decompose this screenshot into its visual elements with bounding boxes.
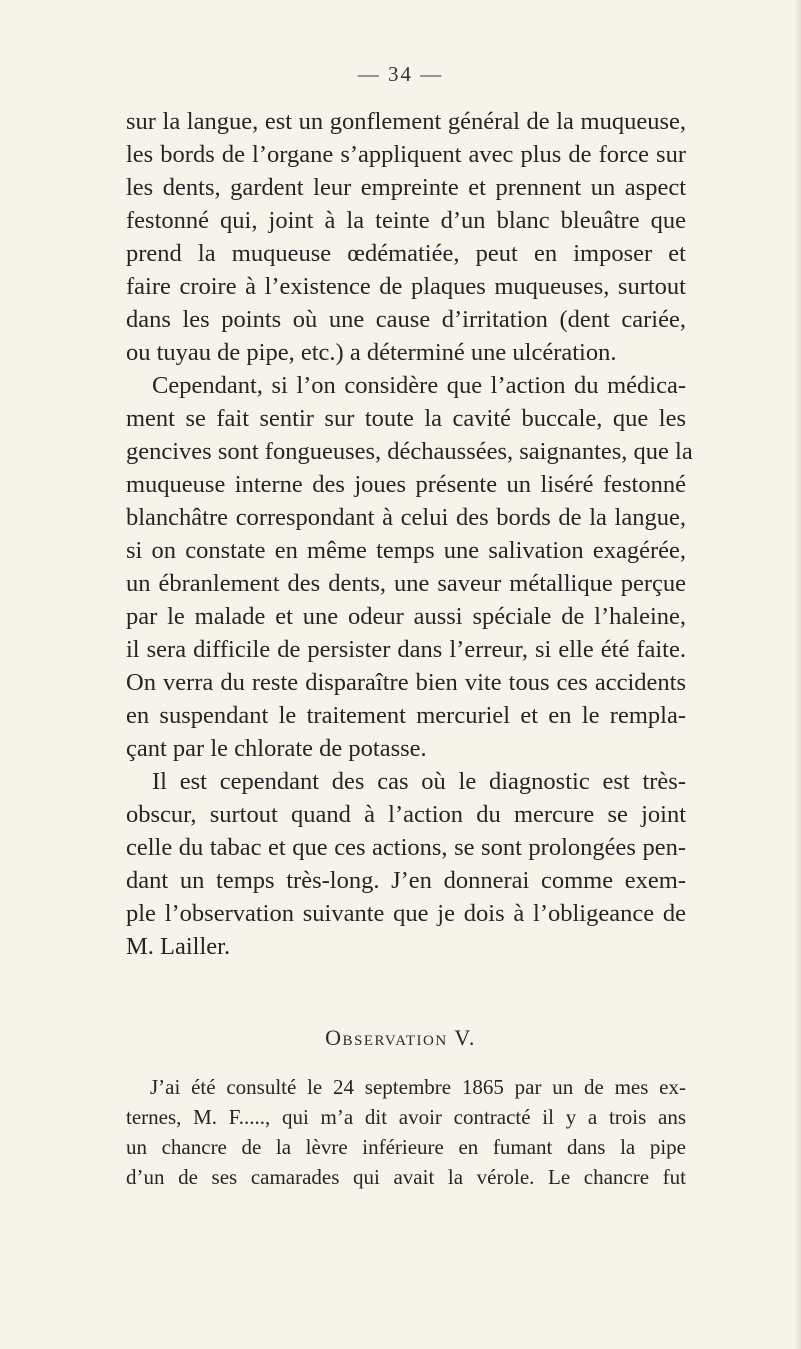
text-line: d’un de ses camarades qui avait la vérole. Le chancre fut <box>126 1165 686 1189</box>
text-line: ple l’observation suivante que je dois à l’obligeance de <box>126 900 686 927</box>
page-number: — 34 — <box>357 62 444 86</box>
page-edge-shadow <box>794 0 801 1349</box>
text-line: un ébranlement des dents, une saveur métallique perçue <box>126 570 686 597</box>
text-line: M. Lailler. <box>126 933 231 960</box>
observation-heading: Observation V. <box>325 1025 476 1050</box>
text-line: il sera difficile de persister dans l’erreur, si elle été faite. <box>126 636 686 663</box>
text-line: festonné qui, joint à la teinte d’un blanc bleuâtre que <box>126 207 686 234</box>
text-line: ternes, M. F....., qui m’a dit avoir contracté il y a trois ans <box>126 1105 686 1129</box>
observation-paragraph <box>126 1072 686 1192</box>
text-line: ment se fait sentir sur toute la cavité buccale, que les <box>126 405 686 432</box>
text-line: faire croire à l’existence de plaques muqueuses, surtout <box>126 273 686 300</box>
text-line-indented: Il est cependant des cas où le diagnostic est très- <box>152 768 686 795</box>
text-line: un chancre de la lèvre inférieure en fumant dans la pipe <box>126 1135 686 1159</box>
main-paragraphs <box>126 105 693 963</box>
text-line-indented: J’ai été consulté le 24 septembre 1865 par un de mes ex- <box>150 1075 686 1099</box>
text-line: muqueuse interne des joues présente un liséré festonné <box>126 471 686 498</box>
text-line: prend la muqueuse œdématiée, peut en imposer et <box>126 240 686 267</box>
text-line: On verra du reste disparaître bien vite tous ces accidents <box>126 669 686 696</box>
text-line: les dents, gardent leur empreinte et prennent un aspect <box>126 174 686 201</box>
text-line: çant par le chlorate de potasse. <box>126 735 427 762</box>
text-line-indented: Cependant, si l’on considère que l’action du médica- <box>152 372 686 399</box>
text-line: gencives sont fongueuses, déchaussées, saignantes, que la <box>126 438 693 465</box>
text-line: dans les points où une cause d’irritation (dent cariée, <box>126 306 686 333</box>
text-line: si on constate en même temps une salivation exagérée, <box>126 537 686 564</box>
text-line: ou tuyau de pipe, etc.) a déterminé une ulcération. <box>126 339 617 366</box>
text-line: dant un temps très-long. J’en donnerai comme exem- <box>126 867 686 894</box>
text-line: celle du tabac et que ces actions, se sont prolongées pen- <box>126 834 686 861</box>
text-line: en suspendant le traitement mercuriel et en le rempla- <box>126 702 686 729</box>
text-line: les bords de l’organe s’appliquent avec plus de force sur <box>126 141 686 168</box>
text-line: obscur, surtout quand à l’action du mercure se joint <box>126 801 686 828</box>
text-line: blanchâtre correspondant à celui des bords de la langue, <box>126 504 686 531</box>
text-line: sur la langue, est un gonflement général de la muqueuse, <box>126 108 686 135</box>
text-line: par le malade et une odeur aussi spéciale de l’haleine, <box>126 603 686 630</box>
